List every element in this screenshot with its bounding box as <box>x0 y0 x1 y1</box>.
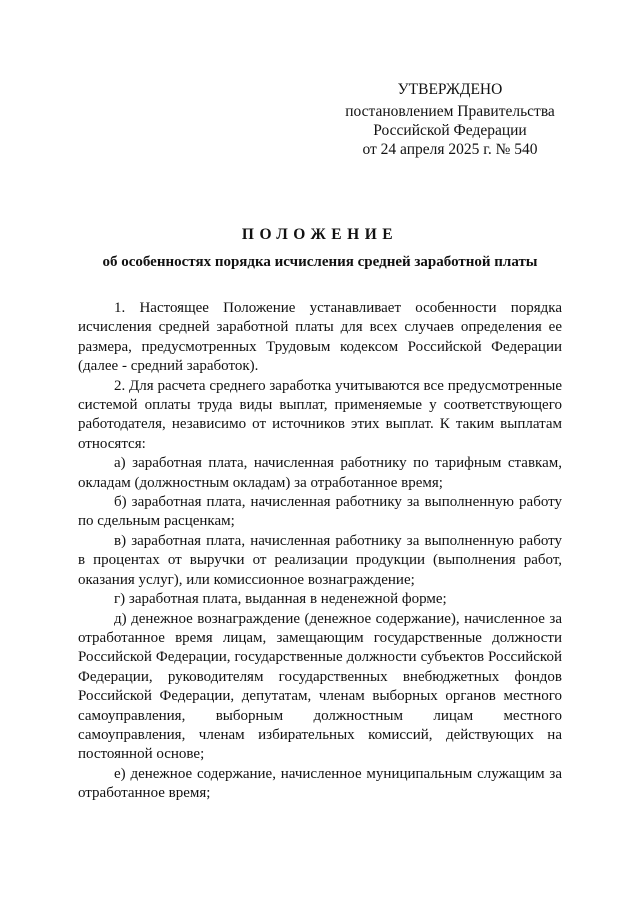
document-body <box>78 299 562 804</box>
approval-line-3: от 24 апреля 2025 г. № 540 <box>362 141 538 158</box>
paragraph-2v: в) заработная плата, начисленная работнику за выполненную работу в процентах от выручки от реализации продукции (выполнения работ, оказания услуг), или комиссионное вознаграждение; <box>78 532 562 588</box>
document-title: ПОЛОЖЕНИЕ <box>241 226 399 243</box>
paragraph-2a: а) заработная плата, начисленная работнику по тарифным ставкам, окладам (должностным окладам) за отработанное время; <box>78 455 562 491</box>
paragraph-1: 1. Настоящее Положение устанавливает особенности порядка исчисления средней заработной платы для всех случаев определения ее размера, предусмотренных Трудовым кодексом Российской Федерации (далее - средний заработок). <box>78 300 562 375</box>
paragraph-2g: г) заработная плата, выданная в неденежной форме; <box>114 591 447 608</box>
document-subtitle: об особенностях порядка исчисления средней заработной платы <box>102 254 538 270</box>
paragraph-2e: е) денежное содержание, начисленное муниципальным служащим за отработанное время; <box>78 765 562 802</box>
approval-line-2: Российской Федерации <box>373 122 527 139</box>
paragraph-2: 2. Для расчета среднего заработка учитываются все предусмотренные системой оплаты труда виды выплат, применяемые у соответствующего работодателя, независимо от источников этих выплат. К таким выплатам относятся: <box>78 377 562 452</box>
approval-line-1: постановлением Правительства <box>345 103 555 120</box>
approval-heading: УТВЕРЖДЕНО <box>397 81 503 98</box>
approval-block <box>340 80 560 159</box>
paragraph-2b: б) заработная плата, начисленная работнику за выполненную работу по сдельным расценкам; <box>78 494 562 530</box>
paragraph-2d: д) денежное вознаграждение (денежное содержание), начисленное за отработанное время лицам, замещающим государственные должности Российской Федерации, государственные должности субъектов Российской Федерации, руководителям государственных внебюджетных фондов Российской Федерации, депутатам, членам выборных органов местного самоуправления, выборным должностным лицам местного самоуправления, членам избирательных комиссий, действующих на постоянной основе; <box>78 610 562 763</box>
